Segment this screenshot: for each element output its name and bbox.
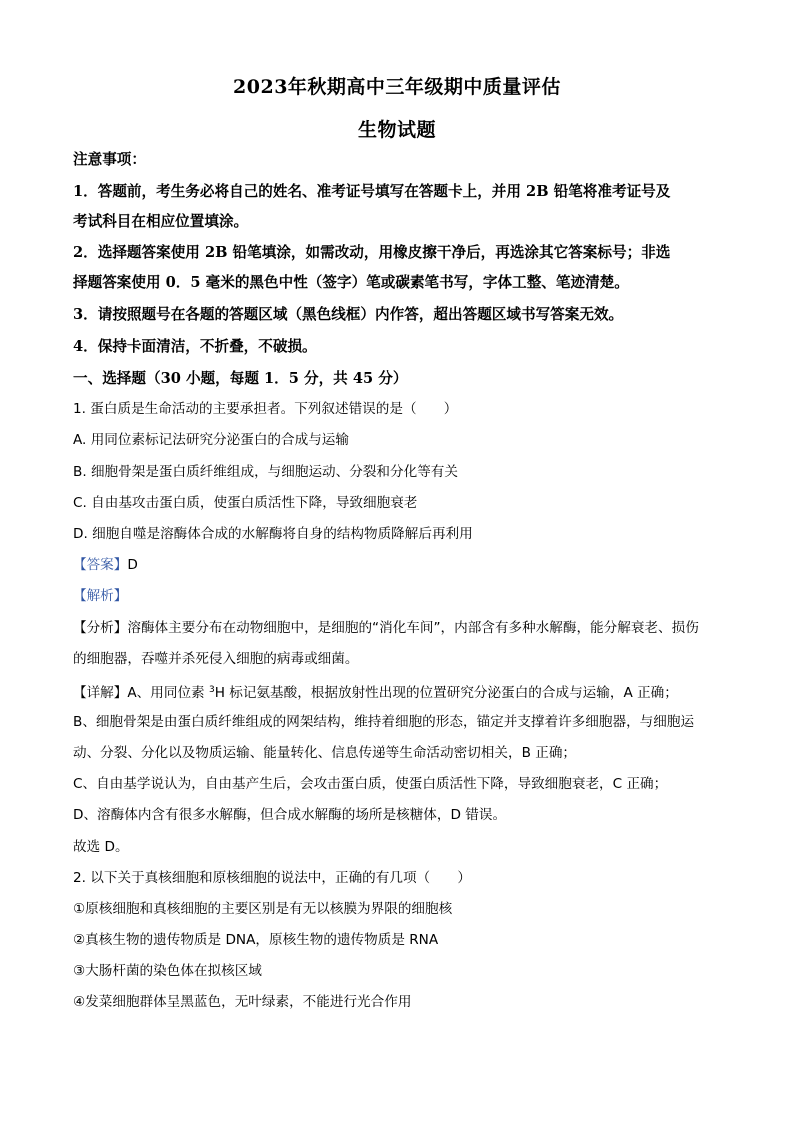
- notice-item-2-line-2: 择题答案使用 0．5 毫米的黑色中性（签字）笔或碳素笔书写，字体工整、笔迹清楚。: [73, 274, 629, 291]
- question-2-statement-3: ③大肠杆菌的染色体在拟核区域: [73, 963, 262, 979]
- notice-item-3: 3．请按照题号在各题的答题区域（黑色线框）内作答，超出答题区域书写答案无效。: [73, 306, 624, 323]
- question-2-statement-2: ②真核生物的遗传物质是 DNA，原核生物的遗传物质是 RNA: [73, 932, 439, 948]
- xiangjie-c: C、自由基学说认为，自由基产生后，会攻击蛋白质，使蛋白质活性下降，导致细胞衰老，C 正确；: [73, 776, 668, 792]
- question-1-option-b: B. 细胞骨架是蛋白质纤维组成，与细胞运动、分裂和分化等有关: [73, 464, 458, 480]
- xiangjie-b-line-1: B、细胞骨架是由蛋白质纤维组成的网架结构，维持着细胞的形态，锚定并支撑着许多细胞器，与细胞运: [73, 714, 695, 730]
- answer-line: [73, 555, 723, 575]
- notice-heading: 注意事项：: [73, 151, 146, 168]
- notice-item-1-line-1: 1．答题前，考生务必将自己的姓名、准考证号填写在答题卡上，并用 2B 铅笔将准考证号及: [73, 183, 671, 200]
- analysis-line: [73, 586, 723, 606]
- xiangjie-d: D、溶酶体内含有很多水解酶，但合成水解酶的场所是核糖体，D 错误。: [73, 807, 507, 823]
- section-heading: 一、选择题（30 小题，每题 1．5 分，共 45 分）: [73, 370, 408, 387]
- notice-item-1-line-2: 考试科目在相应位置填涂。: [73, 213, 249, 230]
- xiangjie-a-post: H 标记氨基酸，根据放射性出现的位置研究分泌蛋白的合成与运输，A 正确；: [214, 685, 678, 701]
- isotope-superscript: 3: [208, 685, 215, 695]
- notice-item-2-line-1: 2．选择题答案使用 2B 铅笔填涂，如需改动，用橡皮擦干净后，再选涂其它答案标号；非选: [73, 244, 671, 261]
- answer-tag: 【答案】: [73, 557, 128, 573]
- fenxi-tag: 【分析】: [73, 620, 128, 636]
- analysis-tag: 【解析】: [73, 588, 128, 604]
- notice-item-4: 4．保持卡面清洁，不折叠，不破损。: [73, 338, 317, 355]
- fenxi-text-1: 溶酶体主要分布在动物细胞中，是细胞的“消化车间”，内部含有多种水解酶，能分解衰老、损伤: [127, 620, 699, 636]
- xiangjie-a: [73, 680, 723, 703]
- page-title: 2023年秋期高中三年级期中质量评估: [233, 76, 561, 98]
- question-1-option-d: D. 细胞自噬是溶酶体合成的水解酶将自身的结构物质降解后再利用: [73, 526, 473, 542]
- fenxi-line-1: [73, 618, 723, 638]
- question-1-stem: 1. 蛋白质是生命活动的主要承担者。下列叙述错误的是（ ）: [73, 401, 458, 417]
- fenxi-line-2: 的细胞器，吞噬并杀死侵入细胞的病毒或细菌。: [73, 651, 359, 667]
- question-2-statement-1: ①原核细胞和真核细胞的主要区别是有无以核膜为界限的细胞核: [73, 901, 453, 917]
- xiangjie-a-pre: A、用同位素: [127, 685, 209, 701]
- question-1-option-a: A. 用同位素标记法研究分泌蛋白的合成与运输: [73, 432, 349, 448]
- xiangjie-tag: 【详解】: [73, 685, 128, 701]
- page-subtitle: 生物试题: [357, 119, 436, 141]
- xiangjie-b-line-2: 动、分裂、分化以及物质运输、能量转化、信息传递等生命活动密切相关，B 正确；: [73, 745, 577, 761]
- answer-value: D: [127, 557, 138, 573]
- question-2-statement-4: ④发菜细胞群体呈黑蓝色，无叶绿素，不能进行光合作用: [73, 994, 412, 1010]
- question-1-option-c: C. 自由基攻击蛋白质，使蛋白质活性下降，导致细胞衰老: [73, 495, 418, 511]
- question-2-stem: 2. 以下关于真核细胞和原核细胞的说法中，正确的有几项（ ）: [73, 870, 471, 886]
- conclusion: 故选 D。: [73, 839, 129, 855]
